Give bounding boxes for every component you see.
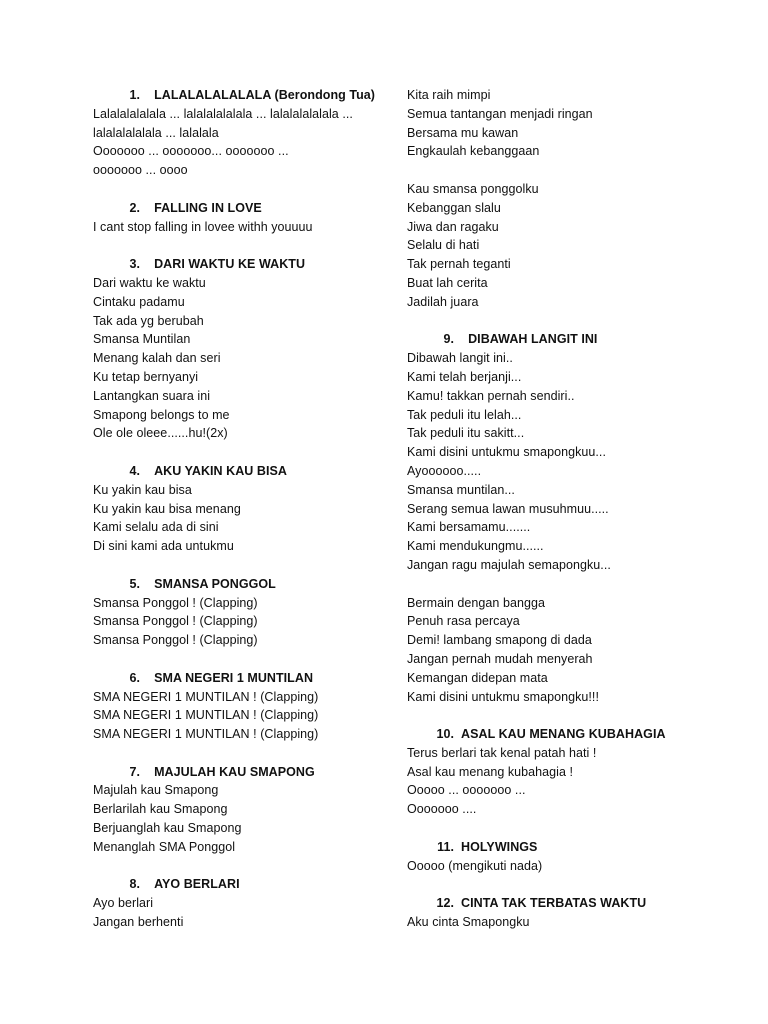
lyric-line: Berjuanglah kau Smapong (93, 821, 242, 836)
spacer (407, 312, 707, 331)
song-3 (93, 255, 393, 443)
lyric-line: Kau smansa ponggolku (407, 181, 539, 196)
song-title-text: SMANSA PONGGOL (154, 576, 276, 591)
lyric-line: Bersama mu kawan (407, 125, 519, 140)
song-9 (407, 330, 707, 706)
song-title (93, 875, 393, 894)
song-title (93, 462, 393, 481)
right-column (407, 86, 707, 932)
song-title-text: FALLING IN LOVE (154, 200, 262, 215)
spacer (93, 556, 393, 575)
lyric-line: Smansa Muntilan (93, 332, 191, 347)
lyric-line: Semua tantangan menjadi ringan (407, 106, 593, 121)
spacer (407, 706, 707, 725)
lyric-line: Aku cinta Smapongku (407, 915, 530, 930)
lyric-line: Penuh rasa percaya (407, 614, 520, 629)
lyric-line: Smapong belongs to me (93, 407, 230, 422)
song-number: 8. (129, 877, 140, 892)
song-12 (407, 894, 707, 932)
lyric-line: SMA NEGERI 1 MUNTILAN ! (Clapping) (93, 727, 319, 742)
lyric-line: Smansa Ponggol ! (Clapping) (93, 633, 258, 648)
song-number: 5. (129, 576, 140, 591)
lyric-line: Ooooo ... ooooooo ... (407, 783, 526, 798)
song-title-text: DIBAWAH LANGIT INI (468, 332, 598, 347)
lyric-line: Kami disini untukmu smapongku!!! (407, 689, 599, 704)
song-title-text: DARI WAKTU KE WAKTU (154, 257, 306, 272)
lyric-line: Terus berlari tak kenal patah hati ! (407, 745, 597, 760)
song-title-text: LALALALALALALA (Berondong Tua) (154, 88, 375, 102)
lyric-line: Menanglah SMA Ponggol (93, 839, 236, 854)
song-title (407, 330, 707, 349)
song-number: 1. (129, 88, 140, 102)
lyric-line: Kami disini untukmu smapongkuu... (407, 445, 606, 460)
lyric-line: Buat lah cerita (407, 275, 488, 290)
song-title (93, 255, 393, 274)
spacer (407, 875, 707, 894)
lyric-line: Lantangkan suara ini (93, 388, 211, 403)
song-title (93, 669, 393, 688)
spacer (407, 819, 707, 838)
song-number: 4. (129, 463, 140, 478)
song-title-text: SMA NEGERI 1 MUNTILAN (154, 670, 314, 685)
song-title-text: MAJULAH KAU SMAPONG (154, 764, 315, 779)
lyric-line: Ku yakin kau bisa (93, 482, 192, 497)
lyric-line: Menang kalah dan seri (93, 351, 221, 366)
song-1 (93, 86, 393, 180)
song-number: 11. (437, 839, 454, 854)
spacer (93, 236, 393, 255)
lyric-line: Ku yakin kau bisa menang (93, 501, 241, 516)
lyric-line: Smansa muntilan... (407, 482, 515, 497)
song-title-text: AYO BERLARI (154, 877, 240, 892)
song-title (93, 575, 393, 594)
left-column (93, 86, 393, 932)
song-title (93, 199, 393, 218)
lyric-line: Serang semua lawan musuhmuu..... (407, 501, 609, 516)
song-title-text: CINTA TAK TERBATAS WAKTU (461, 896, 647, 911)
song-5 (93, 575, 393, 650)
song-7 (93, 763, 393, 857)
lyric-line: Jadilah juara (407, 294, 479, 309)
song-title (407, 725, 707, 744)
spacer (93, 650, 393, 669)
lyric-line: Jangan pernah mudah menyerah (407, 651, 593, 666)
lyric-line: I cant stop falling in lovee withh youuuu (93, 219, 313, 234)
lyric-line: Kami bersamamu....... (407, 520, 531, 535)
lyric-line: Kebanggan slalu (407, 200, 501, 215)
song-6 (93, 669, 393, 744)
lyric-line: Ooooooo ... ooooooo... ooooooo ... (93, 144, 289, 159)
lyric-line: Tak peduli itu lelah... (407, 407, 522, 422)
lyric-line: Jiwa dan ragaku (407, 219, 499, 234)
lyric-line: SMA NEGERI 1 MUNTILAN ! (Clapping) (93, 708, 319, 723)
lyric-line: Tak peduli itu sakitt... (407, 426, 525, 441)
song-number: 10. (436, 727, 454, 742)
lyric-line: Cintaku padamu (93, 294, 185, 309)
song-8 (93, 875, 393, 931)
lyric-line: Majulah kau Smapong (93, 783, 219, 798)
lyric-line: Ku tetap bernyanyi (93, 369, 199, 384)
song-title (407, 894, 707, 913)
lyric-line: lalalalalalala ... lalalala (93, 125, 219, 140)
lyric-line: Bermain dengan bangga (407, 595, 545, 610)
lyric-line: Jangan berhenti (93, 915, 184, 930)
lyric-line: ooooooo ... oooo (93, 163, 188, 178)
lyric-line: Asal kau menang kubahagia ! (407, 764, 574, 779)
lyric-line: Engkaulah kebanggaan (407, 144, 540, 159)
lyric-line: Selalu di hati (407, 238, 480, 253)
lyric-line: Smansa Ponggol ! (Clapping) (93, 614, 258, 629)
lyric-line: Ayo berlari (93, 896, 154, 911)
spacer (93, 443, 393, 462)
song-number: 9. (443, 332, 454, 347)
spacer (407, 575, 707, 594)
lyric-line: Berlarilah kau Smapong (93, 802, 228, 817)
spacer (407, 161, 707, 180)
song-number: 7. (129, 764, 140, 779)
lyric-line: Tak pernah teganti (407, 257, 511, 272)
spacer (93, 180, 393, 199)
song-8-continued (407, 86, 707, 312)
song-4 (93, 462, 393, 556)
lyric-line: Ooooo (mengikuti nada) (407, 858, 543, 873)
song-title (407, 838, 707, 857)
song-number: 6. (129, 670, 140, 685)
song-11 (407, 838, 707, 876)
song-title (93, 763, 393, 782)
spacer (93, 857, 393, 876)
lyric-line: Kita raih mimpi (407, 88, 491, 102)
lyric-line: Kemangan didepan mata (407, 670, 548, 685)
lyric-line: Jangan ragu majulah semapongku... (407, 557, 611, 572)
song-2 (93, 199, 393, 237)
lyric-line: Kami mendukungmu...... (407, 539, 544, 554)
lyric-line: Kamu! takkan pernah sendiri.. (407, 388, 575, 403)
spacer (93, 744, 393, 763)
song-title (93, 86, 393, 105)
lyric-line: Ayoooooo..... (407, 463, 482, 478)
lyric-line: Dari waktu ke waktu (93, 275, 206, 290)
lyric-line: Lalalalalalala ... lalalalalalala ... lalalalalalala ... (93, 106, 353, 121)
song-title-text: AKU YAKIN KAU BISA (154, 463, 287, 478)
song-title-text: HOLYWINGS (461, 839, 538, 854)
lyric-line: Dibawah langit ini.. (407, 351, 513, 366)
song-number: 2. (129, 200, 140, 215)
song-number: 3. (129, 257, 140, 272)
lyric-line: Smansa Ponggol ! (Clapping) (93, 595, 258, 610)
lyric-line: Kami selalu ada di sini (93, 520, 219, 535)
lyric-line: SMA NEGERI 1 MUNTILAN ! (Clapping) (93, 689, 319, 704)
song-number: 12. (436, 896, 454, 911)
song-10 (407, 725, 707, 819)
lyric-line: Kami telah berjanji... (407, 369, 522, 384)
lyric-line: Tak ada yg berubah (93, 313, 204, 328)
song-title-text: ASAL KAU MENANG KUBAHAGIA (461, 727, 666, 742)
lyric-line: Demi! lambang smapong di dada (407, 633, 592, 648)
lyric-line: Ooooooo .... (407, 802, 477, 817)
lyric-line: Ole ole oleee......hu!(2x) (93, 426, 228, 441)
lyric-line: Di sini kami ada untukmu (93, 539, 234, 554)
